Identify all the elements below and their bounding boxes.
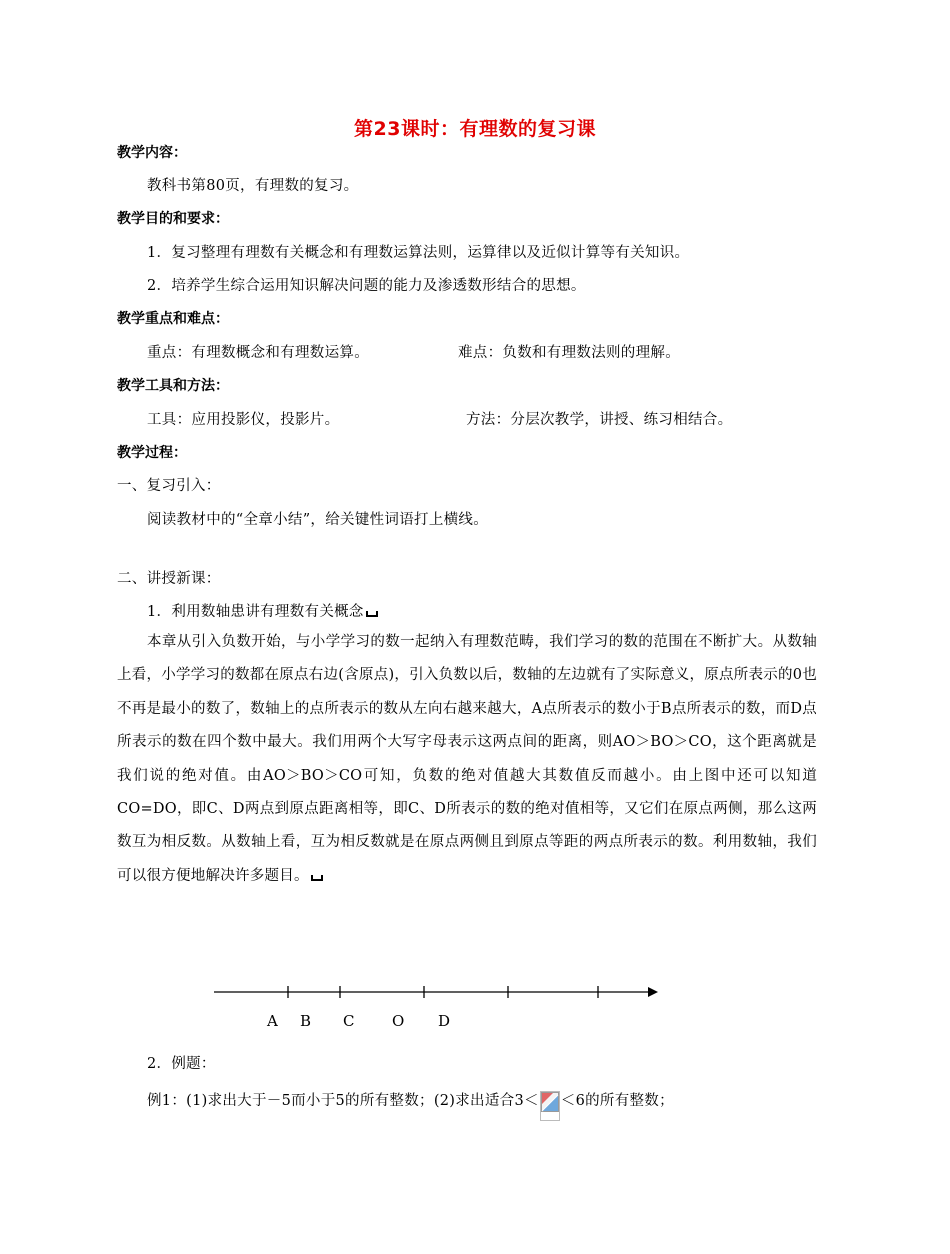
broken-image-icon [541,1092,559,1112]
axis-label-a: A [267,1012,278,1030]
step2-heading: 二、讲授新课： [117,571,221,587]
key-point: 重点：有理数概念和有理数运算。 [147,345,369,361]
goal-item-2: 2．培养学生综合运用知识解决问题的能力及渗透数形结合的思想。 [147,278,586,294]
tool-heading: 教学工具和方法： [117,378,229,394]
step2-sub1-text: 1．利用数轴患讲有理数有关概念 [147,604,364,620]
method-text: 方法：分层次教学，讲授、练习相结合。 [466,412,733,428]
tools-text: 工具：应用投影仪，投影片。 [147,412,340,428]
anchor-mark-icon [311,875,323,881]
axis-label-b: B [300,1012,312,1030]
step1-heading: 一、复习引入： [117,478,221,494]
main-paragraph [117,626,817,893]
content-heading: 教学内容： [117,145,187,161]
difficult-point: 难点：负数和有理数法则的理解。 [458,345,680,361]
number-line [212,980,662,1004]
page-title: 第23课时：有理数的复习课 [354,118,596,140]
step1-text: 阅读教材中的“全章小结”，给关键性词语打上横线。 [147,512,489,528]
goal-heading: 教学目的和要求： [117,211,229,227]
number-line-arrow-icon [648,987,658,997]
content-text: 教科书第80页，有理数的复习。 [147,178,359,194]
axis-label-c: C [343,1012,355,1030]
formula-image-icon [540,1091,560,1121]
main-paragraph-text: 本章从引入负数开始，与小学学习的数一起纳入有理数范畴，我们学习的数的范围在不断扩大。从数轴上看，小学学习的数都在原点右边(含原点)，引入负数以后，数轴的左边就有了实际意义，原点所表示的0也不再是最小的数了，数轴上的点所表示的数从左向右越来越大，A点所表示的数小于B点所表示的数，而D点所表示的数在四个数中最大。我们用两个大写字母表示这两点间的距离，则AO＞BO＞CO，这个距离就是我们说的绝对值。由AO＞BO＞CO可知，负数的绝对值越大其数值反而越小。由上图中还可以知道CO=DO，即C、D两点到原点距离相等，即C、D所表示的数的绝对值相等，又它们在原点两侧，那么这两数互为相反数。从数轴上看，互为相反数就是在原点两侧且到原点等距的两点所表示的数。利用数轴，我们可以很方便地解决许多题目。 [117,634,817,884]
anchor-mark-icon [366,611,378,617]
axis-label-o: O [392,1012,405,1030]
process-heading: 教学过程： [117,445,187,461]
example-1-part-b: ＜6的所有整数； [560,1093,674,1109]
key-heading: 教学重点和难点： [117,311,229,327]
step2-sub1 [147,600,378,621]
step2-sub2: 2．例题： [147,1056,216,1072]
example-1-part-a: 例1：(1)求出大于－5而小于5的所有整数；(2)求出适合3＜ [147,1093,539,1109]
example-1 [147,1089,674,1121]
axis-label-d: D [438,1012,451,1030]
goal-item-1: 1．复习整理有理数有关概念和有理数运算法则，运算律以及近似计算等有关知识。 [147,245,690,261]
